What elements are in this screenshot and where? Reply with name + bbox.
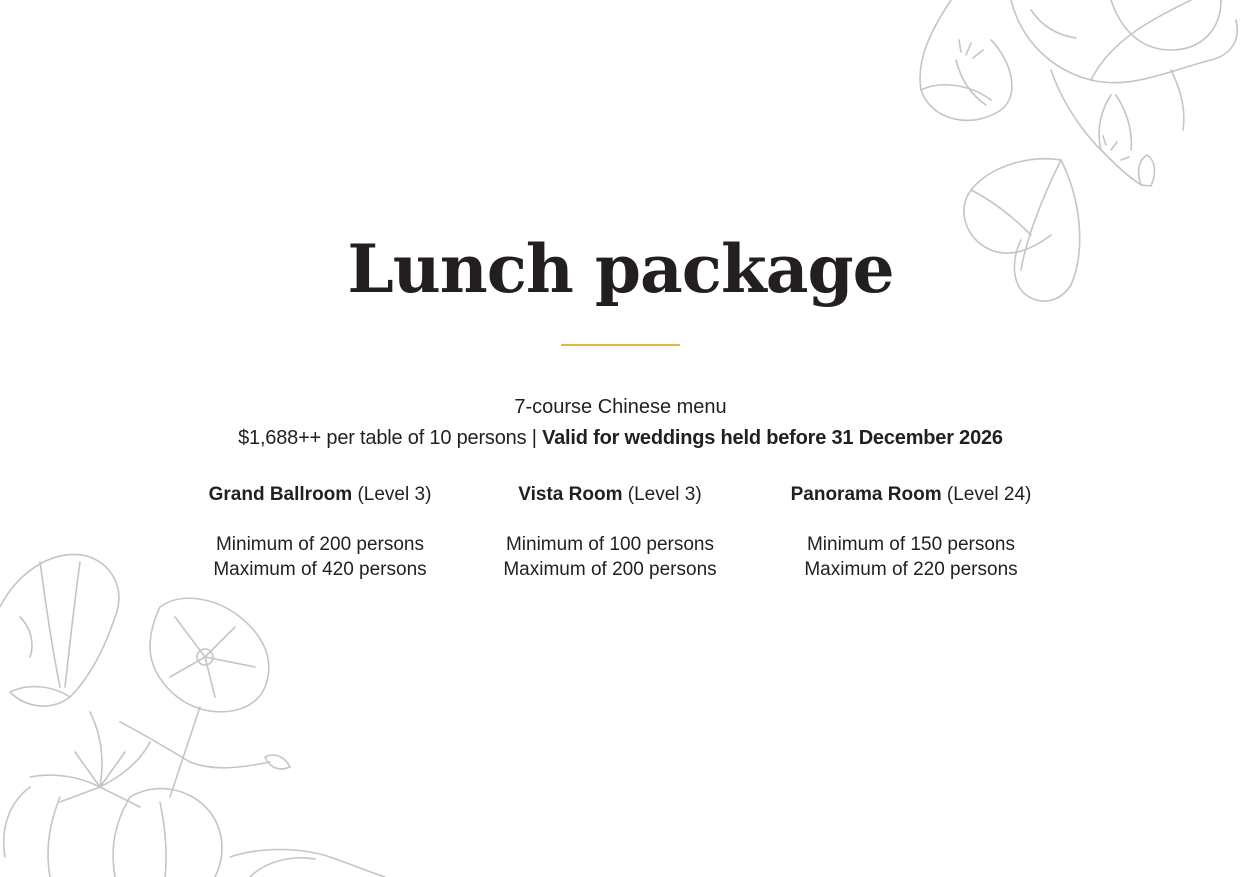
- room-level: (Level 3): [627, 484, 702, 505]
- room-maximum: Maximum of 200 persons: [503, 559, 717, 580]
- room-level: (Level 24): [946, 484, 1032, 505]
- room-maximum: Maximum of 420 persons: [213, 559, 427, 580]
- room-minimum: Minimum of 150 persons: [806, 534, 1016, 555]
- room-level: (Level 3): [357, 484, 432, 505]
- room-name: Vista Room: [518, 484, 623, 505]
- price-text: $1,688++ per table of 10 persons |: [238, 427, 537, 449]
- menu-description: 7-course Chinese menu: [514, 396, 727, 418]
- title-divider: [561, 344, 680, 346]
- room-maximum: Maximum of 220 persons: [804, 559, 1018, 580]
- room-grand-ballroom: [170, 482, 470, 582]
- floral-illustration-bottom-left: [0, 547, 390, 877]
- room-name: Panorama Room: [790, 484, 942, 505]
- room-minimum: Minimum of 100 persons: [505, 534, 715, 555]
- validity-text: Valid for weddings held before 31 December 2026: [542, 427, 1003, 449]
- page-title: Lunch package: [347, 230, 894, 308]
- room-minimum: Minimum of 200 persons: [215, 534, 425, 555]
- room-vista-room: [460, 482, 760, 582]
- price-line: [0, 425, 1241, 451]
- room-name: Grand Ballroom: [208, 484, 353, 505]
- room-panorama-room: [761, 482, 1061, 582]
